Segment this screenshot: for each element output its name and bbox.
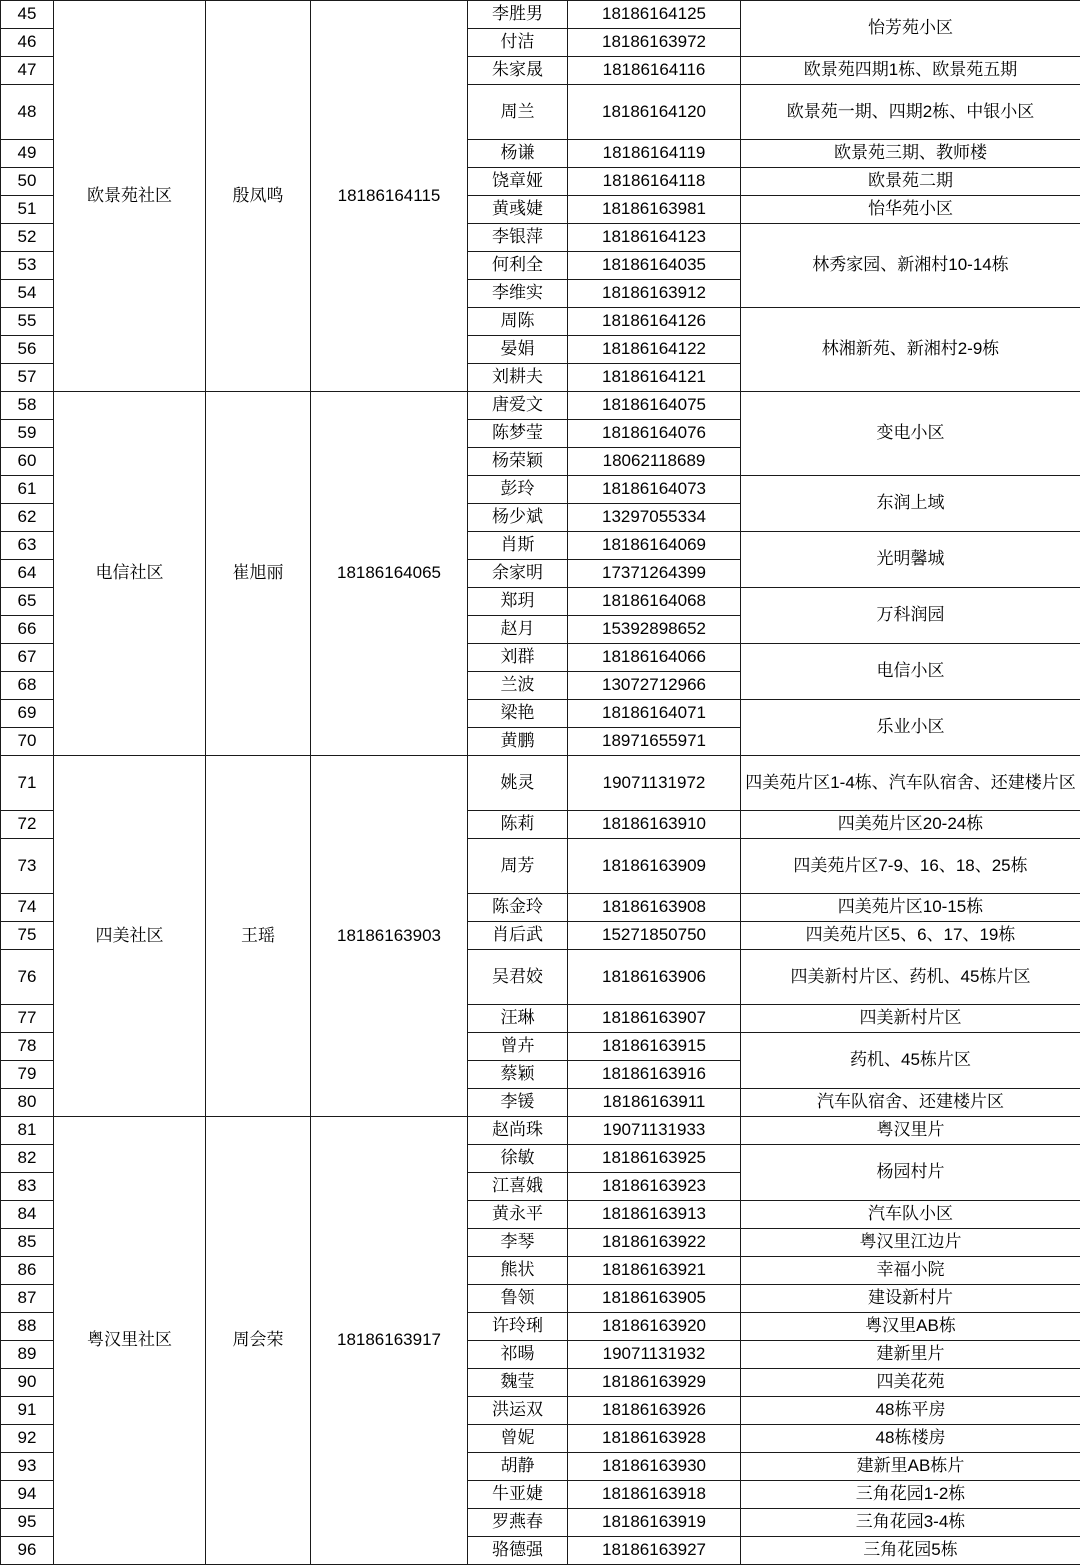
row-number-cell: 68	[1, 672, 54, 700]
contact-name-cell: 魏莹	[468, 1369, 568, 1397]
contact-name-cell: 饶章娅	[468, 168, 568, 196]
row-number-cell: 50	[1, 168, 54, 196]
contact-phone-cell: 18186163921	[568, 1257, 741, 1285]
contact-phone-cell: 13297055334	[568, 504, 741, 532]
contact-phone-cell: 18186163913	[568, 1201, 741, 1229]
row-number-cell: 85	[1, 1229, 54, 1257]
area-cell: 杨园村片	[741, 1145, 1080, 1201]
leader-cell: 殷凤鸣	[206, 1, 311, 392]
row-number-cell: 70	[1, 728, 54, 756]
area-cell: 粤汉里片	[741, 1117, 1080, 1145]
row-number-cell: 57	[1, 364, 54, 392]
contact-name-cell: 朱家晟	[468, 57, 568, 85]
contact-phone-cell: 18186163930	[568, 1453, 741, 1481]
row-number-cell: 81	[1, 1117, 54, 1145]
contact-phone-cell: 19071131972	[568, 756, 741, 811]
contact-phone-cell: 18971655971	[568, 728, 741, 756]
contact-phone-cell: 18186163918	[568, 1481, 741, 1509]
leader-phone-cell: 18186164115	[311, 1, 468, 392]
contact-phone-cell: 18186164066	[568, 644, 741, 672]
area-cell: 怡华苑小区	[741, 196, 1080, 224]
contact-name-cell: 杨荣颖	[468, 448, 568, 476]
contact-name-cell: 何利全	[468, 252, 568, 280]
contact-name-cell: 赵月	[468, 616, 568, 644]
row-number-cell: 87	[1, 1285, 54, 1313]
row-number-cell: 91	[1, 1397, 54, 1425]
contact-phone-cell: 18186164116	[568, 57, 741, 85]
row-number-cell: 67	[1, 644, 54, 672]
area-cell: 乐业小区	[741, 700, 1080, 756]
row-number-cell: 77	[1, 1005, 54, 1033]
table-row	[1, 392, 1080, 420]
contact-phone-cell: 18186164071	[568, 700, 741, 728]
contact-phone-cell: 18186163920	[568, 1313, 741, 1341]
contact-phone-cell: 18186164120	[568, 85, 741, 140]
area-cell: 电信小区	[741, 644, 1080, 700]
contact-name-cell: 郑玥	[468, 588, 568, 616]
area-cell: 三角花园3-4栋	[741, 1509, 1080, 1537]
contact-phone-cell: 18186164122	[568, 336, 741, 364]
contact-phone-cell: 18186164035	[568, 252, 741, 280]
contact-name-cell: 黄鹏	[468, 728, 568, 756]
area-cell: 药机、45栋片区	[741, 1033, 1080, 1089]
contact-phone-cell: 17371264399	[568, 560, 741, 588]
community-cell: 粤汉里社区	[54, 1117, 206, 1565]
contact-name-cell: 梁艳	[468, 700, 568, 728]
contact-name-cell: 赵尚珠	[468, 1117, 568, 1145]
contact-name-cell: 陈金玲	[468, 894, 568, 922]
contact-phone-cell: 18186163972	[568, 29, 741, 57]
contact-name-cell: 李银萍	[468, 224, 568, 252]
contact-phone-cell: 18186163916	[568, 1061, 741, 1089]
contact-name-cell: 余家明	[468, 560, 568, 588]
area-cell: 三角花园1-2栋	[741, 1481, 1080, 1509]
area-cell: 林湘新苑、新湘村2-9栋	[741, 308, 1080, 392]
area-cell: 建设新村片	[741, 1285, 1080, 1313]
contact-name-cell: 唐爱文	[468, 392, 568, 420]
row-number-cell: 83	[1, 1173, 54, 1201]
row-number-cell: 61	[1, 476, 54, 504]
leader-cell: 周会荣	[206, 1117, 311, 1565]
area-cell: 四美新村片区	[741, 1005, 1080, 1033]
area-cell: 四美苑片区1-4栋、汽车队宿舍、还建楼片区	[741, 756, 1080, 811]
row-number-cell: 93	[1, 1453, 54, 1481]
row-number-cell: 45	[1, 1, 54, 29]
row-number-cell: 53	[1, 252, 54, 280]
contact-name-cell: 杨少斌	[468, 504, 568, 532]
contact-name-cell: 黄彧婕	[468, 196, 568, 224]
contact-name-cell: 骆德强	[468, 1537, 568, 1565]
contact-name-cell: 周芳	[468, 839, 568, 894]
contact-name-cell: 黄永平	[468, 1201, 568, 1229]
contact-phone-cell: 18186163927	[568, 1537, 741, 1565]
contact-name-cell: 陈梦莹	[468, 420, 568, 448]
row-number-cell: 95	[1, 1509, 54, 1537]
area-cell: 建新里片	[741, 1341, 1080, 1369]
area-cell: 变电小区	[741, 392, 1080, 476]
contact-name-cell: 洪运双	[468, 1397, 568, 1425]
contact-name-cell: 肖后武	[468, 922, 568, 950]
area-cell: 东润上域	[741, 476, 1080, 532]
area-cell: 建新里AB栋片	[741, 1453, 1080, 1481]
area-cell: 欧景苑二期	[741, 168, 1080, 196]
contact-phone-cell: 18186163908	[568, 894, 741, 922]
contact-name-cell: 曾妮	[468, 1425, 568, 1453]
contact-phone-cell: 18186163911	[568, 1089, 741, 1117]
contact-phone-cell: 18186163923	[568, 1173, 741, 1201]
row-number-cell: 62	[1, 504, 54, 532]
contact-phone-cell: 18186164123	[568, 224, 741, 252]
contact-name-cell: 姚灵	[468, 756, 568, 811]
row-number-cell: 69	[1, 700, 54, 728]
row-number-cell: 66	[1, 616, 54, 644]
row-number-cell: 80	[1, 1089, 54, 1117]
contact-phone-cell: 19071131933	[568, 1117, 741, 1145]
row-number-cell: 82	[1, 1145, 54, 1173]
area-cell: 四美苑片区5、6、17、19栋	[741, 922, 1080, 950]
area-cell: 欧景苑三期、教师楼	[741, 140, 1080, 168]
row-number-cell: 59	[1, 420, 54, 448]
row-number-cell: 47	[1, 57, 54, 85]
contact-phone-cell: 15392898652	[568, 616, 741, 644]
contact-phone-cell: 18186164075	[568, 392, 741, 420]
area-cell: 怡芳苑小区	[741, 1, 1080, 57]
row-number-cell: 55	[1, 308, 54, 336]
area-cell: 林秀家园、新湘村10-14栋	[741, 224, 1080, 308]
area-cell: 四美苑片区20-24栋	[741, 811, 1080, 839]
row-number-cell: 65	[1, 588, 54, 616]
row-number-cell: 60	[1, 448, 54, 476]
contact-phone-cell: 13072712966	[568, 672, 741, 700]
contact-phone-cell: 18186163928	[568, 1425, 741, 1453]
contact-phone-cell: 18186164076	[568, 420, 741, 448]
contact-name-cell: 熊状	[468, 1257, 568, 1285]
contact-phone-cell: 18186163912	[568, 280, 741, 308]
contact-name-cell: 彭玲	[468, 476, 568, 504]
leader-cell: 王瑶	[206, 756, 311, 1117]
area-cell: 粤汉里AB栋	[741, 1313, 1080, 1341]
community-cell: 四美社区	[54, 756, 206, 1117]
contact-phone-cell: 18186164068	[568, 588, 741, 616]
row-number-cell: 79	[1, 1061, 54, 1089]
contact-phone-cell: 18186163981	[568, 196, 741, 224]
contact-phone-cell: 18186164073	[568, 476, 741, 504]
row-number-cell: 94	[1, 1481, 54, 1509]
area-cell: 四美新村片区、药机、45栋片区	[741, 950, 1080, 1005]
contact-phone-cell: 18186164121	[568, 364, 741, 392]
table-row	[1, 1117, 1080, 1145]
contact-phone-cell: 18186163922	[568, 1229, 741, 1257]
row-number-cell: 78	[1, 1033, 54, 1061]
area-cell: 四美苑片区7-9、16、18、25栋	[741, 839, 1080, 894]
row-number-cell: 86	[1, 1257, 54, 1285]
contact-phone-cell: 18186163907	[568, 1005, 741, 1033]
contact-phone-cell: 18186164069	[568, 532, 741, 560]
contact-name-cell: 吴君姣	[468, 950, 568, 1005]
contact-phone-cell: 18186164125	[568, 1, 741, 29]
contact-phone-cell: 18186163906	[568, 950, 741, 1005]
area-cell: 四美花苑	[741, 1369, 1080, 1397]
contact-name-cell: 兰波	[468, 672, 568, 700]
contact-name-cell: 祁暘	[468, 1341, 568, 1369]
contact-name-cell: 周陈	[468, 308, 568, 336]
row-number-cell: 75	[1, 922, 54, 950]
row-number-cell: 64	[1, 560, 54, 588]
contact-phone-cell: 19071131932	[568, 1341, 741, 1369]
contact-name-cell: 蔡颖	[468, 1061, 568, 1089]
contact-phone-cell: 18186164118	[568, 168, 741, 196]
contact-name-cell: 刘耕夫	[468, 364, 568, 392]
contact-name-cell: 李胜男	[468, 1, 568, 29]
contact-name-cell: 周兰	[468, 85, 568, 140]
row-number-cell: 63	[1, 532, 54, 560]
row-number-cell: 51	[1, 196, 54, 224]
row-number-cell: 56	[1, 336, 54, 364]
contact-name-cell: 肖斯	[468, 532, 568, 560]
row-number-cell: 89	[1, 1341, 54, 1369]
contact-name-cell: 胡静	[468, 1453, 568, 1481]
contact-name-cell: 刘群	[468, 644, 568, 672]
table-row	[1, 1, 1080, 29]
contact-phone-cell: 18186164119	[568, 140, 741, 168]
community-cell: 电信社区	[54, 392, 206, 756]
contact-name-cell: 徐敏	[468, 1145, 568, 1173]
contact-name-cell: 陈莉	[468, 811, 568, 839]
contact-phone-cell: 15271850750	[568, 922, 741, 950]
area-cell: 万科润园	[741, 588, 1080, 644]
contact-phone-cell: 18062118689	[568, 448, 741, 476]
row-number-cell: 90	[1, 1369, 54, 1397]
row-number-cell: 52	[1, 224, 54, 252]
area-cell: 粤汉里江边片	[741, 1229, 1080, 1257]
contact-phone-cell: 18186163915	[568, 1033, 741, 1061]
leader-phone-cell: 18186163917	[311, 1117, 468, 1565]
area-cell: 汽车队宿舍、还建楼片区	[741, 1089, 1080, 1117]
contact-phone-cell: 18186163909	[568, 839, 741, 894]
row-number-cell: 96	[1, 1537, 54, 1565]
row-number-cell: 54	[1, 280, 54, 308]
community-cell: 欧景苑社区	[54, 1, 206, 392]
area-cell: 四美苑片区10-15栋	[741, 894, 1080, 922]
contact-name-cell: 曾卉	[468, 1033, 568, 1061]
contact-phone-cell: 18186163925	[568, 1145, 741, 1173]
row-number-cell: 48	[1, 85, 54, 140]
contact-phone-cell: 18186164126	[568, 308, 741, 336]
contact-name-cell: 晏娟	[468, 336, 568, 364]
area-cell: 欧景苑一期、四期2栋、中银小区	[741, 85, 1080, 140]
contact-phone-cell: 18186163929	[568, 1369, 741, 1397]
area-cell: 48栋楼房	[741, 1425, 1080, 1453]
contact-phone-cell: 18186163919	[568, 1509, 741, 1537]
contact-name-cell: 李维实	[468, 280, 568, 308]
contact-name-cell: 牛亚婕	[468, 1481, 568, 1509]
contact-name-cell: 汪琳	[468, 1005, 568, 1033]
leader-phone-cell: 18186164065	[311, 392, 468, 756]
row-number-cell: 84	[1, 1201, 54, 1229]
contact-name-cell: 李锾	[468, 1089, 568, 1117]
area-cell: 幸福小院	[741, 1257, 1080, 1285]
area-cell: 汽车队小区	[741, 1201, 1080, 1229]
area-cell: 欧景苑四期1栋、欧景苑五期	[741, 57, 1080, 85]
row-number-cell: 71	[1, 756, 54, 811]
row-number-cell: 74	[1, 894, 54, 922]
contact-name-cell: 鲁领	[468, 1285, 568, 1313]
area-cell: 48栋平房	[741, 1397, 1080, 1425]
contact-phone-cell: 18186163910	[568, 811, 741, 839]
row-number-cell: 73	[1, 839, 54, 894]
row-number-cell: 72	[1, 811, 54, 839]
contact-name-cell: 付洁	[468, 29, 568, 57]
row-number-cell: 92	[1, 1425, 54, 1453]
row-number-cell: 76	[1, 950, 54, 1005]
contact-name-cell: 许玲琍	[468, 1313, 568, 1341]
area-cell: 光明馨城	[741, 532, 1080, 588]
leader-phone-cell: 18186163903	[311, 756, 468, 1117]
contact-name-cell: 江喜娥	[468, 1173, 568, 1201]
contact-name-cell: 杨谦	[468, 140, 568, 168]
row-number-cell: 88	[1, 1313, 54, 1341]
row-number-cell: 49	[1, 140, 54, 168]
table-row	[1, 756, 1080, 811]
leader-cell: 崔旭丽	[206, 392, 311, 756]
contact-phone-cell: 18186163926	[568, 1397, 741, 1425]
row-number-cell: 46	[1, 29, 54, 57]
contact-name-cell: 罗燕春	[468, 1509, 568, 1537]
contact-name-cell: 李琴	[468, 1229, 568, 1257]
row-number-cell: 58	[1, 392, 54, 420]
contact-phone-cell: 18186163905	[568, 1285, 741, 1313]
area-cell: 三角花园5栋	[741, 1537, 1080, 1565]
